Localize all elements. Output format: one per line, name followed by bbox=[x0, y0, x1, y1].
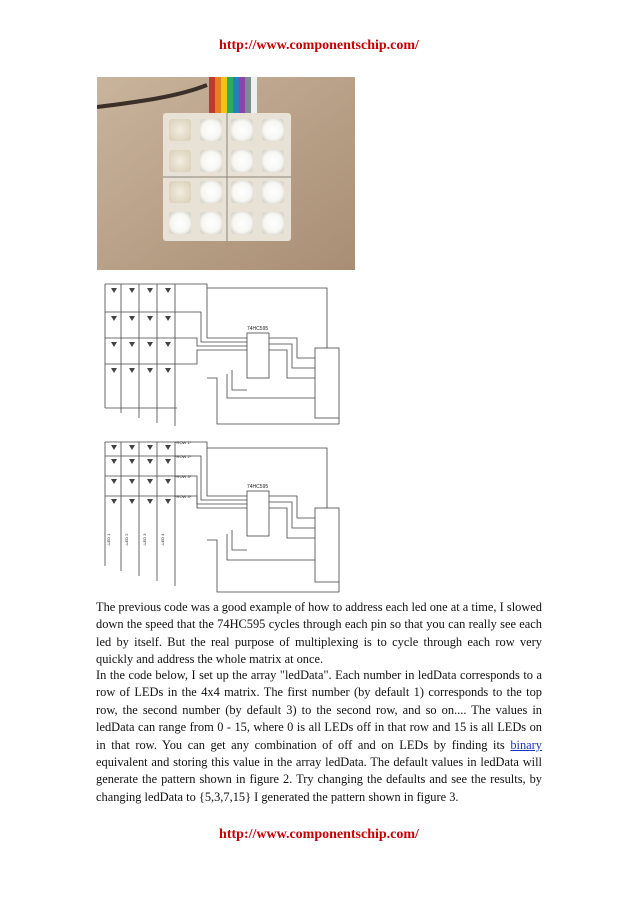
binary-link[interactable]: binary bbox=[510, 737, 542, 752]
led-cell bbox=[231, 212, 253, 234]
row-label-2: *ROW 2* bbox=[175, 454, 192, 459]
led-cell bbox=[200, 181, 222, 203]
led-cell bbox=[200, 150, 222, 172]
col-label-2: -LED 2 bbox=[124, 533, 129, 546]
col-label-1: -LED 1 bbox=[106, 533, 111, 546]
led-cell bbox=[262, 212, 284, 234]
led-cell bbox=[200, 119, 222, 141]
led-cell bbox=[231, 181, 253, 203]
led-cell bbox=[262, 119, 284, 141]
led-cell bbox=[231, 119, 253, 141]
led-cell bbox=[169, 119, 191, 141]
paragraph-1: The previous code was a good example of how to address each led one at a time, I slowed down the speed that the 74HC595 cycles through each pin so that you can really see each led by itself. But the real purpose of multiplexing is to cycle through each row very quickly and address the whole matrix at once. bbox=[96, 600, 542, 667]
row-label-4: *ROW 4* bbox=[175, 494, 192, 499]
paragraph-2-part-1: In the code below, I set up the array "ledData". Each number in ledData corresponds to a row of LEDs in the 4x4 matrix. The first number (by default 1) corresponds to the top row, the second number (by default 3) to the second row, and so on.... The values in ledData can range from 0 - 15, where 0 is all LEDs off in that row and 15 is all LEDs on in that row. You can get any combination of off and on LEDs by finding its bbox=[96, 668, 542, 752]
col-label-3: -LED 3 bbox=[142, 533, 147, 546]
paragraph-2-part-2: equivalent and storing this value in the array ledData. The default values in ledData will generate the pattern shown in figure 2. Try changing the defaults and see the results, by changing ledData to {5,3,7,15} I generated the pattern shown in figure 3. bbox=[96, 755, 542, 804]
col-label-4: -LED 4 bbox=[160, 533, 165, 546]
paragraph-2 bbox=[96, 667, 542, 806]
led-matrix-photo bbox=[97, 77, 355, 270]
chip-label-1: 74HC595 bbox=[247, 326, 269, 332]
schematic-figure-2 bbox=[97, 436, 359, 596]
row-label-3: *ROW 3* bbox=[175, 474, 192, 479]
chip-label-2: 74HC595 bbox=[247, 484, 269, 490]
led-cell bbox=[231, 150, 253, 172]
led-cell bbox=[169, 150, 191, 172]
header-url[interactable]: http://www.componentschip.com/ bbox=[219, 38, 419, 53]
row-label-1: *ROW 1* bbox=[175, 440, 192, 445]
led-cell bbox=[169, 212, 191, 234]
schematic-figure-1 bbox=[97, 278, 359, 428]
footer-url[interactable]: http://www.componentschip.com/ bbox=[219, 827, 419, 842]
led-cell bbox=[169, 181, 191, 203]
led-cell bbox=[200, 212, 222, 234]
led-cell bbox=[262, 181, 284, 203]
led-cell bbox=[262, 150, 284, 172]
